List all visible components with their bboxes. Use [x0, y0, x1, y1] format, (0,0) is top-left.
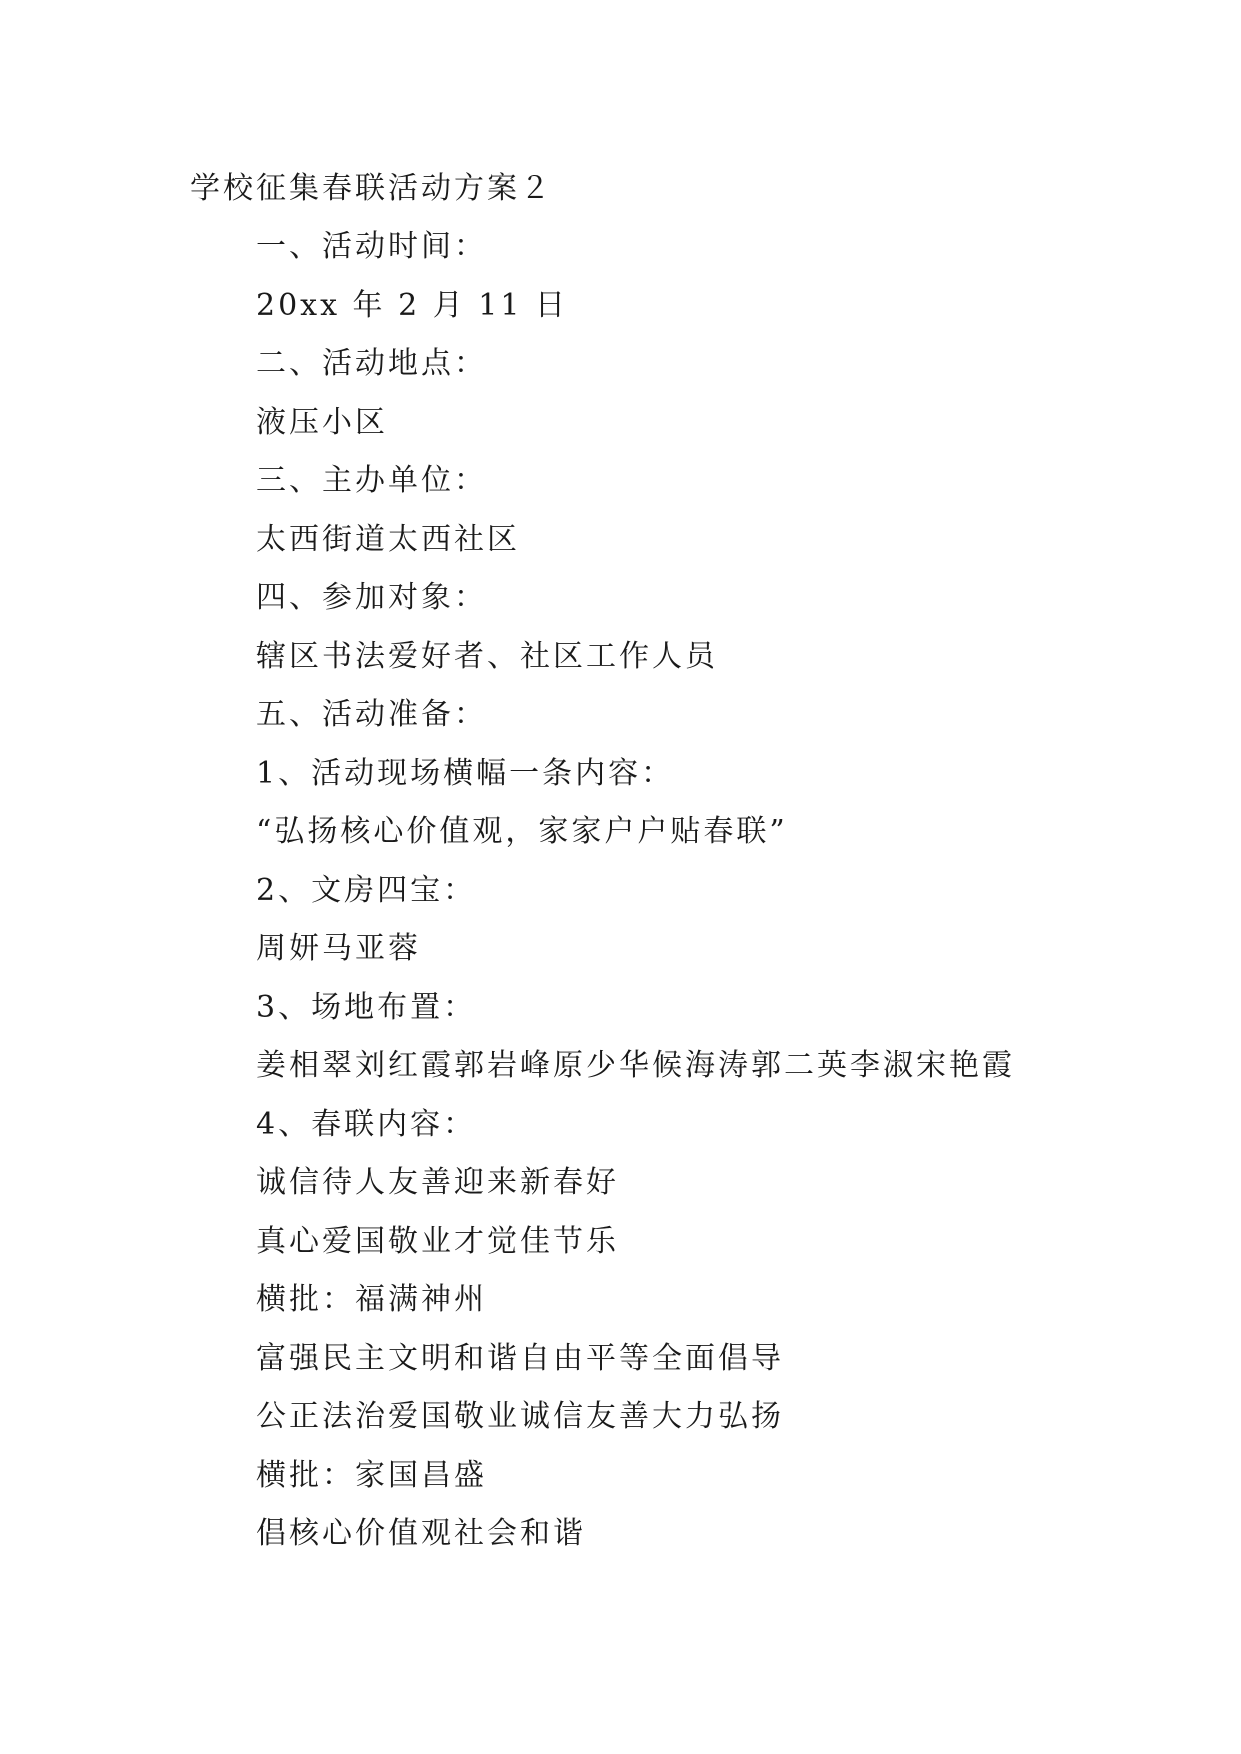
paragraph-participants: 辖区书法爱好者、社区工作人员 — [256, 638, 718, 674]
document-title: 学校征集春联活动方案２ — [190, 171, 553, 206]
paragraph-stationery-staff: 周妍马亚蓉 — [256, 931, 421, 966]
couplet-line: 富强民主文明和谐自由平等全面倡导 — [256, 1340, 784, 1376]
paragraph-date: 20xx 年 2 月 11 日 — [256, 287, 568, 323]
couplet-line: 倡核心价值观社会和谐 — [256, 1516, 586, 1551]
list-item-couplets: 4、春联内容： — [256, 1106, 477, 1142]
section-heading-location: 二、活动地点： — [256, 346, 487, 381]
list-item-venue: 3、场地布置： — [256, 989, 477, 1025]
paragraph-banner-text: “弘扬核心价值观，家家户户贴春联” — [256, 814, 788, 849]
section-heading-participants: 四、参加对象： — [256, 580, 487, 615]
section-heading-preparation: 五、活动准备： — [256, 697, 487, 732]
document-body — [0, 160, 1241, 1564]
list-item-stationery: 2、文房四宝： — [256, 872, 477, 908]
list-item-banner: 1、活动现场横幅一条内容： — [256, 755, 675, 791]
couplet-line: 公正法治爱国敬业诚信友善大力弘扬 — [256, 1399, 784, 1434]
couplet-line: 诚信待人友善迎来新春好 — [256, 1165, 619, 1200]
couplet-line: 真心爱国敬业才觉佳节乐 — [256, 1223, 619, 1259]
couplet-horizontal-scroll: 横批：福满神州 — [256, 1282, 487, 1317]
section-heading-organizer: 三、主办单位： — [256, 463, 487, 498]
couplet-horizontal-scroll: 横批：家国昌盛 — [256, 1457, 487, 1493]
paragraph-venue-staff: 姜相翠刘红霞郭岩峰原少华候海涛郭二英李淑宋艳霞 — [256, 1048, 1015, 1083]
section-heading-time: 一、活动时间： — [256, 229, 487, 264]
paragraph-organizer: 太西街道太西社区 — [256, 521, 520, 557]
paragraph-location: 液压小区 — [256, 404, 388, 440]
